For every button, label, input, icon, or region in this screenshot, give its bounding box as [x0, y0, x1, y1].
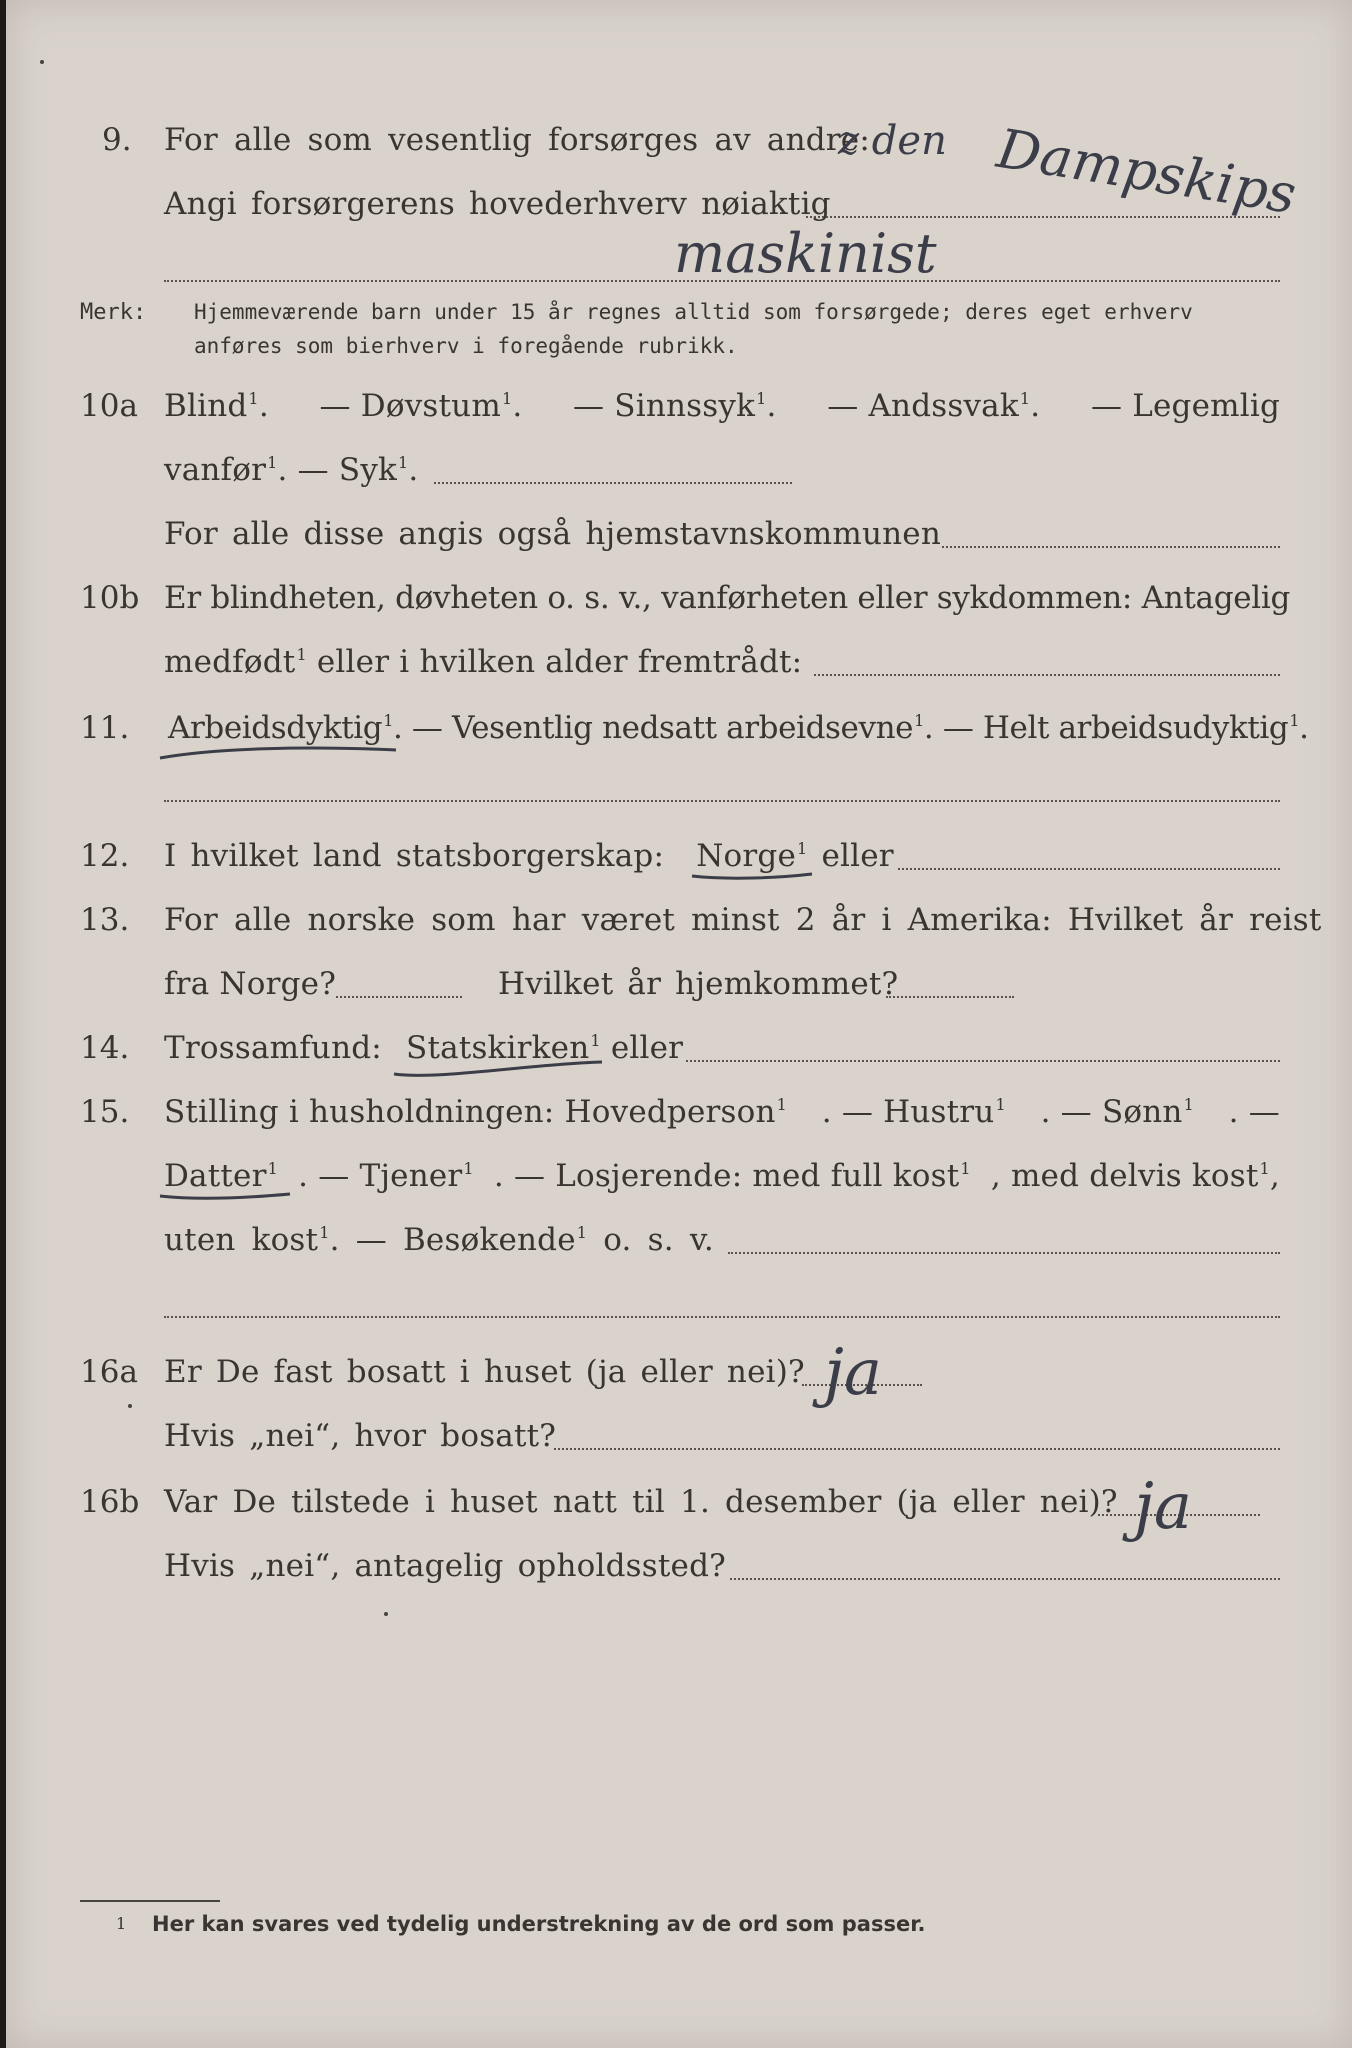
- q16b-dots-2: [730, 1578, 1280, 1580]
- q12-dots: [898, 868, 1280, 870]
- q10a-blind: Blind: [164, 388, 248, 424]
- q9-number: 9.: [102, 122, 132, 158]
- merk-line1: Hjemmeværende barn under 15 år regnes alltid som forsørgede; deres eget erhverv: [194, 300, 1193, 324]
- stray-dot: [384, 1612, 388, 1616]
- q10a-line2-dots: [434, 482, 792, 484]
- q16a-line2: Hvis „nei“, hvor bosatt?: [164, 1418, 557, 1454]
- q16a-handwritten-answer: ja: [824, 1336, 882, 1410]
- q12-number: 12.: [80, 838, 130, 874]
- q16a-number: 16a: [80, 1354, 138, 1390]
- q9-handwritten-answer-b: Dampskips: [992, 116, 1301, 227]
- q10a-line3-dots: [942, 546, 1280, 548]
- q13-dots-1: [336, 996, 462, 998]
- q14-dots: [686, 1060, 1280, 1062]
- q10b-number: 10b: [80, 580, 140, 616]
- q13-line1: For alle norske som har været minst 2 år i Amerika: Hvilket år reist: [164, 902, 1322, 938]
- q9-line2: Angi forsørgerens hovederhverv nøiaktig: [164, 186, 831, 222]
- q15-handwritten-underline: [156, 1184, 296, 1208]
- q15-line3: uten kost$^1$. — Besøkende$^1$ o. s. v.: [164, 1222, 714, 1258]
- q10a-sinnssyk: — Sinnssyk: [573, 388, 756, 424]
- q15-line1: Stilling i husholdningen: Hovedperson$^1$ . — Hustru$^1$ . — Sønn$^1$ . —: [164, 1094, 1280, 1130]
- footnote-mark: 1: [116, 1914, 127, 1933]
- q10a-dovstum: — Døvstum: [319, 388, 501, 424]
- q11-handwritten-underline: [156, 738, 406, 768]
- q11-line: Arbeidsdyktig$^1$. — Vesentlig nedsatt arbeidsevne$^1$. — Helt arbeidsudyktig$^1$.: [168, 710, 1309, 746]
- q10a-line2: vanfør$^1$. — Syk$^1$.: [164, 452, 419, 488]
- q11-answer-line: [164, 800, 1280, 802]
- q15-number: 15.: [80, 1094, 130, 1130]
- q14-line: Trossamfund: Statskirken$^1$ eller: [164, 1030, 684, 1066]
- footnote-rule: [80, 1900, 220, 1902]
- q15-dots: [728, 1252, 1280, 1254]
- q15-answer-line: [164, 1316, 1280, 1318]
- q9-line1: For alle som vesentlig forsørges av andre:: [164, 122, 870, 158]
- census-form-page: [6, 0, 1352, 2048]
- q13-dots-2: [886, 996, 1014, 998]
- q13-number: 13.: [80, 902, 130, 938]
- q10a-legemlig: — Legemlig: [1090, 388, 1280, 424]
- margin-dot: [128, 1404, 132, 1408]
- q10b-line1: Er blindheten, døvheten o. s. v., vanførheten eller sykdommen: Antagelig: [164, 580, 1291, 616]
- corner-dot: [40, 60, 44, 64]
- q9-handwritten-answer-a: z den: [838, 118, 947, 164]
- q11-arbeidsdyktig: Arbeidsdyktig: [168, 710, 383, 746]
- q10a-andssvak: — Andssvak: [827, 388, 1019, 424]
- q16b-number: 16b: [80, 1484, 140, 1520]
- merk-line2: anføres som bierhverv i foregående rubrikk.: [194, 334, 738, 358]
- footnote-text: Her kan svares ved tydelig understrekning av de ord som passer.: [152, 1912, 926, 1936]
- q13-line2a: fra Norge?: [164, 966, 337, 1002]
- q13-line2b: Hvilket år hjemkommet?: [498, 966, 899, 1002]
- merk-label: Merk:: [80, 300, 147, 325]
- q16a-dots-2: [554, 1448, 1280, 1450]
- q10a-number: 10a: [80, 388, 138, 424]
- q12-handwritten-underline: [688, 866, 818, 886]
- q16b-line2: Hvis „nei“, antagelig opholdssted?: [164, 1548, 726, 1584]
- q10a-line3: For alle disse angis også hjemstavnskommunen: [164, 516, 941, 552]
- q14-handwritten-underline: [390, 1056, 610, 1086]
- q15-datter: Datter: [164, 1158, 267, 1194]
- q14-statskirken: Statskirken: [406, 1030, 590, 1066]
- q14-number: 14.: [80, 1030, 130, 1066]
- q12-norge: Norge: [696, 838, 796, 874]
- q16b-handwritten-answer: ja: [1134, 1470, 1192, 1544]
- q9-answer-line-1: [806, 216, 1280, 218]
- q11-number: 11.: [80, 710, 130, 746]
- q12-line: I hvilket land statsborgerskap: Norge$^1$ eller: [164, 838, 894, 874]
- q16a-line1: Er De fast bosatt i huset (ja eller nei)?: [164, 1354, 805, 1390]
- q16b-line1: Var De tilstede i huset natt til 1. desember (ja eller nei)?: [164, 1484, 1118, 1520]
- q10a-line1: Blind$^1$. — Døvstum$^1$. — Sinnssyk$^1$. — Andssvak$^1$. — Legemlig: [164, 388, 1280, 424]
- q10b-dots: [814, 674, 1280, 676]
- q15-line2: Datter$^1$ . — Tjener$^1$ . — Losjerende: med full kost$^1$ , med delvis kost$^1$,: [164, 1158, 1280, 1194]
- q9-handwritten-answer-c: maskinist: [674, 222, 937, 285]
- q10b-line2: medfødt$^1$ eller i hvilken alder fremtrådt:: [164, 644, 803, 680]
